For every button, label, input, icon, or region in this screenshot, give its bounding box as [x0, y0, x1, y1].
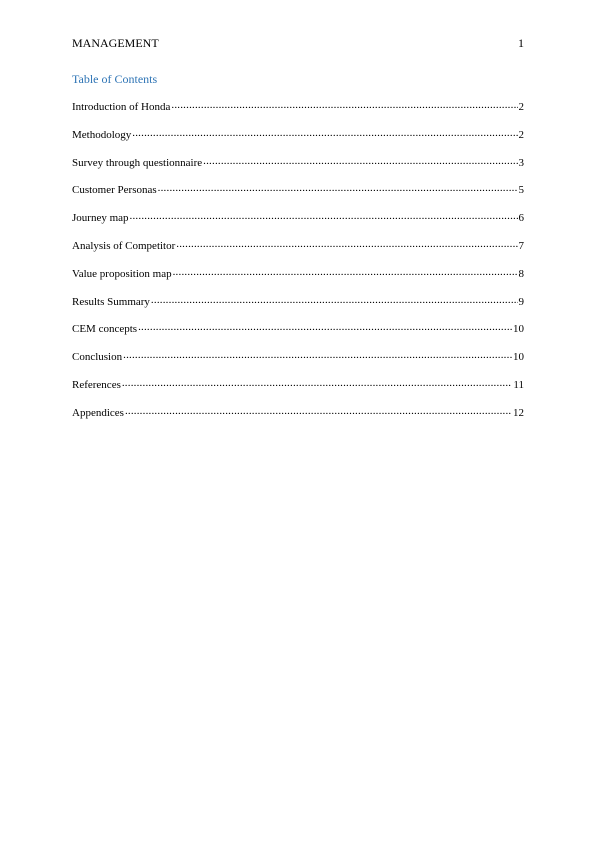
toc-dot-leader [132, 126, 517, 138]
toc-entry-label: Analysis of Competitor [72, 239, 176, 252]
toc-entry-page: 10 [513, 351, 524, 364]
toc-entry-label: References [72, 378, 121, 391]
toc-entry-cem-concepts[interactable] [72, 320, 524, 348]
toc-entry-label: Conclusion [72, 351, 123, 364]
header-page-number: 1 [518, 36, 524, 50]
toc-entry-methodology[interactable] [72, 126, 524, 154]
toc-entry-value-proposition[interactable] [72, 265, 524, 293]
toc-entry-introduction[interactable] [72, 98, 524, 126]
toc-entry-page: 11 [513, 378, 524, 391]
toc-entry-page: 12 [513, 406, 524, 419]
toc-entry-label: Methodology [72, 128, 132, 141]
toc-entry-survey[interactable] [72, 154, 524, 182]
toc-entry-references[interactable] [72, 376, 524, 404]
toc-entry-label: Survey through questionnaire [72, 156, 203, 169]
toc-dot-leader [138, 320, 512, 332]
toc-entry-page: 2 [518, 128, 524, 141]
toc-dot-leader [125, 404, 512, 416]
toc-entry-label: CEM concepts [72, 323, 138, 336]
toc-entry-label: Value proposition map [72, 267, 172, 280]
toc-entry-page: 3 [518, 156, 524, 169]
toc-dot-leader [122, 376, 513, 388]
page-header [72, 35, 524, 51]
toc-entry-label: Appendices [72, 406, 124, 419]
toc-dot-leader [171, 98, 517, 110]
toc-dot-leader [176, 237, 517, 249]
toc-dot-leader [151, 293, 518, 305]
toc-entry-page: 10 [513, 323, 524, 336]
toc-entry-journey-map[interactable] [72, 209, 524, 237]
toc-entry-conclusion[interactable] [72, 348, 524, 376]
toc-entry-label: Results Summary [72, 295, 150, 308]
toc-dot-leader [130, 209, 518, 221]
toc-entry-page: 6 [518, 212, 524, 225]
toc-entry-page: 9 [518, 295, 524, 308]
toc-entry-label: Journey map [72, 212, 129, 225]
toc-entry-page: 2 [518, 101, 524, 113]
toc-dot-leader [203, 154, 517, 166]
toc-entry-label: Customer Personas [72, 184, 157, 197]
toc-heading: Table of Contents [72, 72, 158, 86]
toc-entry-page: 5 [518, 184, 524, 197]
toc-dot-leader [123, 348, 512, 360]
table-of-contents [72, 98, 524, 432]
toc-entry-page: 7 [518, 239, 524, 252]
toc-dot-leader [158, 181, 518, 193]
toc-dot-leader [173, 265, 518, 277]
header-title: MANAGEMENT [72, 36, 159, 50]
toc-entry-label: Introduction of Honda [72, 101, 171, 113]
toc-entry-results-summary[interactable] [72, 293, 524, 321]
toc-entry-customer-personas[interactable] [72, 181, 524, 209]
toc-entry-competitor-analysis[interactable] [72, 237, 524, 265]
toc-entry-page: 8 [518, 267, 524, 280]
toc-entry-appendices[interactable] [72, 404, 524, 432]
